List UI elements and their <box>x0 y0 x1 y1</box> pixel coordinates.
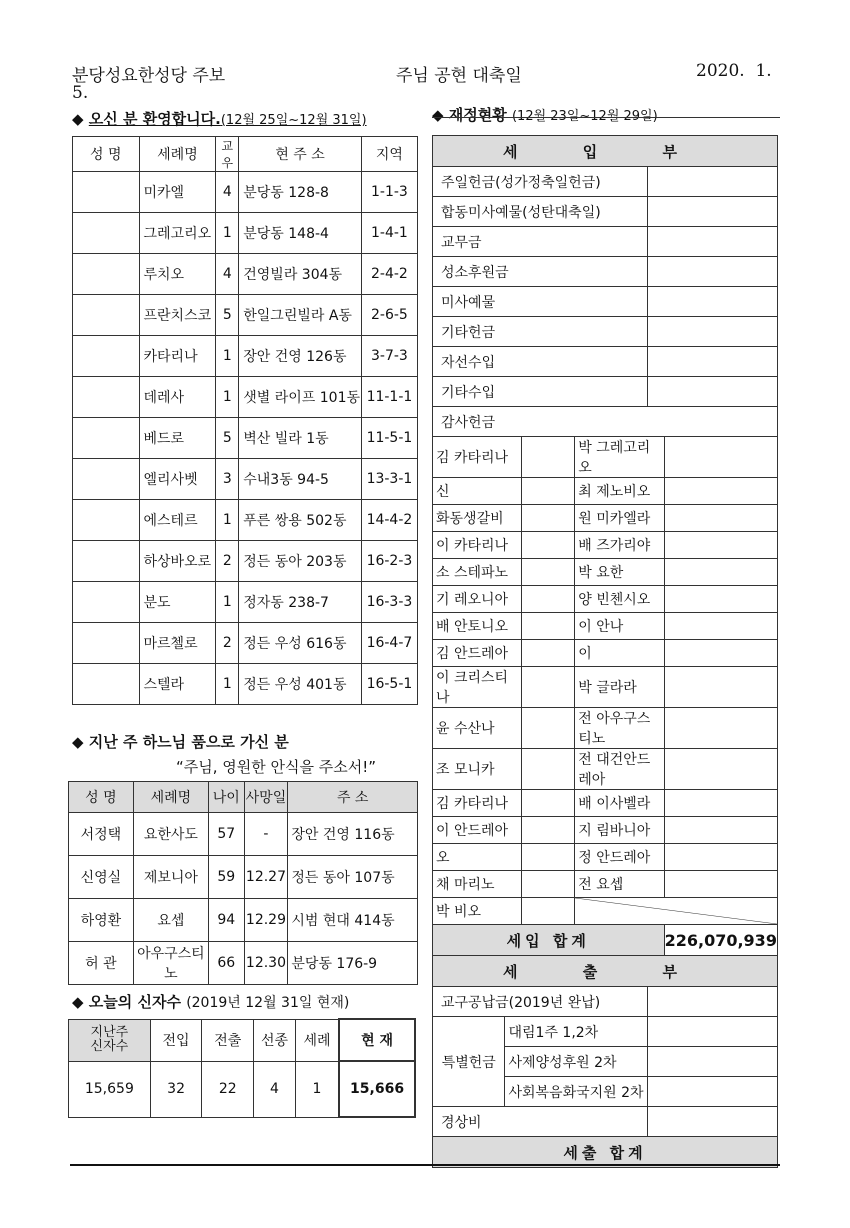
welcome-region: 11-1-1 <box>361 377 417 418</box>
income-row <box>433 317 778 347</box>
welcome-baptismal: 하상바오로 <box>139 541 216 582</box>
welcome-baptismal: 루치오 <box>139 254 216 295</box>
thanks-donor-left: 박 비오 <box>433 898 522 925</box>
thanks-row <box>433 844 778 871</box>
deceased-date: - <box>244 813 288 856</box>
welcome-address: 한일그린빌라 A동 <box>239 295 362 336</box>
welcome-region: 2-6-5 <box>361 295 417 336</box>
welcome-table-header <box>73 137 418 172</box>
col-passed: 선종 <box>254 1019 296 1061</box>
thanks-amount-right <box>664 532 777 559</box>
welcome-period: (12월 25일~12월 31일) <box>220 113 367 128</box>
believers-values <box>69 1061 416 1117</box>
col-region: 지역 <box>361 137 417 172</box>
feast-title: 주님 공현 대축일 <box>396 66 522 86</box>
table-row <box>73 664 418 705</box>
thanks-row <box>433 790 778 817</box>
income-row <box>433 197 778 227</box>
thanks-row <box>433 586 778 613</box>
thanks-donor-left: 배 안토니오 <box>433 613 522 640</box>
thanks-amount-left <box>522 505 575 532</box>
thanks-amount-right <box>664 559 777 586</box>
believers-header <box>69 1019 416 1061</box>
thanks-row <box>433 898 778 925</box>
col-baptism: 세례 <box>295 1019 339 1061</box>
welcome-baptismal: 미카엘 <box>139 172 216 213</box>
deceased-address: 시범 현대 414동 <box>288 899 418 942</box>
deceased-age: 66 <box>209 942 245 985</box>
thanks-row <box>433 871 778 898</box>
diamond-icon: ◆ <box>432 106 444 124</box>
parish-bulletin-title: 분당성요한성당 주보 <box>72 66 226 86</box>
welcome-address: 수내3동 94-5 <box>239 459 362 500</box>
thanks-donor-right: 박 글라라 <box>575 667 664 708</box>
welcome-region: 16-3-3 <box>361 582 417 623</box>
thanks-row <box>433 749 778 790</box>
income-total-label: 세입 합계 <box>433 925 665 956</box>
income-amount <box>647 197 777 227</box>
table-row <box>73 541 418 582</box>
income-header: 세 입 부 <box>433 136 778 167</box>
thanks-donor-right: 원 미카엘라 <box>575 505 664 532</box>
welcome-name <box>73 213 140 254</box>
income-item: 교무금 <box>433 227 648 257</box>
thanks-row <box>433 708 778 749</box>
col-name: 성 명 <box>73 137 140 172</box>
welcome-address: 분당동 148-4 <box>239 213 362 254</box>
issue-date-wrap: 5. <box>72 83 89 103</box>
welcome-name <box>73 500 140 541</box>
income-row <box>433 287 778 317</box>
thanks-amount-left <box>522 478 575 505</box>
table-row <box>73 377 418 418</box>
table-row <box>73 254 418 295</box>
welcome-address: 벽산 빌라 1동 <box>239 418 362 459</box>
thanks-amount-left <box>522 640 575 667</box>
believers-table <box>68 1018 416 1118</box>
welcome-region: 3-7-3 <box>361 336 417 377</box>
welcome-address: 분당동 128-8 <box>239 172 362 213</box>
income-amount <box>647 287 777 317</box>
welcome-count: 5 <box>216 295 239 336</box>
income-total-value: 226,070,939 <box>664 925 777 956</box>
finance-table <box>432 135 778 1168</box>
col-last-week: 지난주 신자수 <box>69 1019 151 1061</box>
val-passed: 4 <box>254 1061 296 1117</box>
table-row <box>69 942 418 985</box>
thanks-donor-right: 전 대건안드레아 <box>575 749 664 790</box>
thanks-amount-left <box>522 586 575 613</box>
welcome-name <box>73 664 140 705</box>
thanks-donor-left: 이 카타리나 <box>433 532 522 559</box>
table-row <box>73 418 418 459</box>
col-date: 사망일 <box>244 782 288 813</box>
table-row <box>73 336 418 377</box>
welcome-count: 1 <box>216 500 239 541</box>
deceased-baptismal: 아우구스티노 <box>133 942 208 985</box>
income-item: 감사헌금 <box>433 407 778 437</box>
welcome-name <box>73 377 140 418</box>
welcome-baptismal: 카타리나 <box>139 336 216 377</box>
col-name: 성 명 <box>69 782 134 813</box>
thanks-donor-right: 이 안나 <box>575 613 664 640</box>
welcome-address: 정자동 238-7 <box>239 582 362 623</box>
thanks-amount-right <box>664 586 777 613</box>
deceased-age: 57 <box>209 813 245 856</box>
col-age: 나이 <box>209 782 245 813</box>
special-item: 사회복음화국지원 2차 <box>505 1077 647 1107</box>
thanks-donor-right: 이 <box>575 640 664 667</box>
val-last-week: 15,659 <box>69 1061 151 1117</box>
deceased-table <box>68 781 418 985</box>
col-out: 전출 <box>202 1019 254 1061</box>
welcome-count: 2 <box>216 623 239 664</box>
thanks-donor-left: 김 카타리나 <box>433 790 522 817</box>
welcome-count: 4 <box>216 254 239 295</box>
thanks-amount-left <box>522 708 575 749</box>
welcome-region: 14-4-2 <box>361 500 417 541</box>
deceased-table-header <box>69 782 418 813</box>
welcome-address: 샛별 라이프 101동 <box>239 377 362 418</box>
col-address: 주 소 <box>288 782 418 813</box>
finance-period: (12월 23일~12월 29일) <box>511 109 658 124</box>
thanks-donor-right: 박 그레고리오 <box>575 437 664 478</box>
thanks-donor-right: 최 제노비오 <box>575 478 664 505</box>
issue-date: 2020. 1. <box>696 61 772 81</box>
col-current: 현 재 <box>339 1019 415 1061</box>
welcome-name <box>73 254 140 295</box>
thanks-amount-right <box>664 437 777 478</box>
special-amount <box>647 1047 777 1077</box>
thanks-amount-left <box>522 437 575 478</box>
diamond-icon: ◆ <box>72 110 84 128</box>
table-row <box>73 500 418 541</box>
deceased-age: 94 <box>209 899 245 942</box>
table-row <box>73 172 418 213</box>
thanks-amount-left <box>522 749 575 790</box>
welcome-region: 11-5-1 <box>361 418 417 459</box>
welcome-count: 1 <box>216 582 239 623</box>
believers-title: 오늘의 신자수 <box>88 993 181 1011</box>
thanks-amount-right <box>664 844 777 871</box>
thanks-donor-right: 지 림바니아 <box>575 817 664 844</box>
deceased-baptismal: 제보니아 <box>133 856 208 899</box>
thanks-amount-right <box>664 871 777 898</box>
deceased-name: 신영실 <box>69 856 134 899</box>
thanks-donor-left: 소 스테파노 <box>433 559 522 586</box>
val-current: 15,666 <box>339 1061 415 1117</box>
welcome-region: 13-3-1 <box>361 459 417 500</box>
table-row <box>73 623 418 664</box>
thanks-row <box>433 437 778 478</box>
thanks-amount-left <box>522 898 575 925</box>
thanks-amount-right <box>664 613 777 640</box>
welcome-baptismal: 엘리사벳 <box>139 459 216 500</box>
welcome-name <box>73 541 140 582</box>
welcome-region: 16-4-7 <box>361 623 417 664</box>
welcome-address: 정든 동아 203동 <box>239 541 362 582</box>
thanks-amount-left <box>522 817 575 844</box>
thanks-empty <box>575 898 778 925</box>
thanks-row <box>433 640 778 667</box>
income-item: 성소후원금 <box>433 257 648 287</box>
welcome-count: 1 <box>216 664 239 705</box>
thanks-donor-left: 김 안드레아 <box>433 640 522 667</box>
thanks-donor-right: 배 이사벨라 <box>575 790 664 817</box>
thanks-row <box>433 532 778 559</box>
col-baptismal: 세례명 <box>133 782 208 813</box>
thanks-donor-right: 박 요한 <box>575 559 664 586</box>
thanks-amount-right <box>664 478 777 505</box>
table-row <box>73 582 418 623</box>
income-item: 합동미사예물(성탄대축일) <box>433 197 648 227</box>
thanks-row <box>433 613 778 640</box>
expense-dues-amount <box>647 987 777 1017</box>
income-amount <box>647 377 777 407</box>
table-row <box>69 899 418 942</box>
welcome-address: 정든 우성 616동 <box>239 623 362 664</box>
thanks-donor-right: 정 안드레아 <box>575 844 664 871</box>
welcome-address: 장안 건영 126동 <box>239 336 362 377</box>
thanks-row <box>433 478 778 505</box>
col-address: 현 주 소 <box>239 137 362 172</box>
deceased-date: 12.30 <box>244 942 288 985</box>
thanks-donor-left: 기 레오니아 <box>433 586 522 613</box>
welcome-table <box>72 136 418 705</box>
val-out: 22 <box>202 1061 254 1117</box>
welcome-title: 오신 분 환영합니다. <box>88 110 221 128</box>
income-row <box>433 347 778 377</box>
welcome-baptismal: 베드로 <box>139 418 216 459</box>
welcome-baptismal: 그레고리오 <box>139 213 216 254</box>
val-in: 32 <box>150 1061 202 1117</box>
welcome-name <box>73 336 140 377</box>
table-row <box>73 213 418 254</box>
thanks-amount-right <box>664 640 777 667</box>
thanks-amount-left <box>522 667 575 708</box>
welcome-count: 1 <box>216 213 239 254</box>
welcome-count: 1 <box>216 377 239 418</box>
welcome-section-title <box>72 108 367 129</box>
welcome-address: 푸른 쌍용 502동 <box>239 500 362 541</box>
thanks-amount-right <box>664 708 777 749</box>
page-bottom-rule <box>70 1164 780 1166</box>
income-row <box>433 407 778 437</box>
thanks-amount-right <box>664 817 777 844</box>
thanks-amount-right <box>664 505 777 532</box>
welcome-count: 5 <box>216 418 239 459</box>
special-item: 대림1주 1,2차 <box>505 1017 647 1047</box>
welcome-count: 1 <box>216 336 239 377</box>
finance-title: 재정현황 <box>448 106 507 124</box>
expense-misc: 경상비 <box>433 1107 648 1137</box>
diamond-icon: ◆ <box>72 733 84 751</box>
deceased-prayer: “주님, 영원한 안식을 주소서!” <box>176 758 377 776</box>
welcome-address: 건영빌라 304동 <box>239 254 362 295</box>
val-baptism: 1 <box>295 1061 339 1117</box>
thanks-row <box>433 559 778 586</box>
welcome-region: 1-4-1 <box>361 213 417 254</box>
thanks-donor-left: 조 모니카 <box>433 749 522 790</box>
deceased-age: 59 <box>209 856 245 899</box>
special-amount <box>647 1017 777 1047</box>
special-amount <box>647 1077 777 1107</box>
welcome-region: 16-2-3 <box>361 541 417 582</box>
welcome-baptismal: 마르첼로 <box>139 623 216 664</box>
thanks-row <box>433 817 778 844</box>
thanks-donor-left: 신 <box>433 478 522 505</box>
expense-dues: 교구공납금(2019년 완납) <box>433 987 648 1017</box>
thanks-amount-right <box>664 749 777 790</box>
welcome-baptismal: 에스테르 <box>139 500 216 541</box>
thanks-amount-left <box>522 532 575 559</box>
welcome-baptismal: 분도 <box>139 582 216 623</box>
thanks-donor-left: 오 <box>433 844 522 871</box>
income-item: 기타수입 <box>433 377 648 407</box>
income-item: 주일헌금(성가정축일헌금) <box>433 167 648 197</box>
thanks-amount-right <box>664 790 777 817</box>
thanks-donor-left: 화동생갈비 <box>433 505 522 532</box>
believers-asof: (2019년 12월 31일 현재) <box>186 995 350 1011</box>
col-in: 전입 <box>150 1019 202 1061</box>
finance-divider <box>432 117 780 118</box>
thanks-amount-left <box>522 559 575 586</box>
thanks-donor-left: 채 마리노 <box>433 871 522 898</box>
thanks-donor-left: 이 크리스티나 <box>433 667 522 708</box>
welcome-region: 16-5-1 <box>361 664 417 705</box>
deceased-baptismal: 요셉 <box>133 899 208 942</box>
thanks-row <box>433 505 778 532</box>
thanks-amount-left <box>522 844 575 871</box>
deceased-address: 장안 건영 116동 <box>288 813 418 856</box>
table-row <box>69 856 418 899</box>
income-amount <box>647 347 777 377</box>
col-count: 교우 <box>216 137 239 172</box>
welcome-region: 1-1-3 <box>361 172 417 213</box>
finance-section-title <box>432 104 658 125</box>
expense-misc-amount <box>647 1107 777 1137</box>
welcome-name <box>73 459 140 500</box>
income-amount <box>647 317 777 347</box>
expense-header: 세 출 부 <box>433 956 778 987</box>
welcome-region: 2-4-2 <box>361 254 417 295</box>
thanks-donor-left: 김 카타리나 <box>433 437 522 478</box>
table-row <box>73 459 418 500</box>
welcome-count: 4 <box>216 172 239 213</box>
thanks-donor-right: 전 아우구스티노 <box>575 708 664 749</box>
deceased-title: 지난 주 하느님 품으로 가신 분 <box>88 733 289 751</box>
welcome-baptismal: 데레사 <box>139 377 216 418</box>
thanks-amount-left <box>522 613 575 640</box>
col-baptismal: 세례명 <box>139 137 216 172</box>
welcome-name <box>73 295 140 336</box>
thanks-donor-left: 이 안드레아 <box>433 817 522 844</box>
thanks-donor-right: 배 즈가리야 <box>575 532 664 559</box>
diamond-icon: ◆ <box>72 993 84 1011</box>
thanks-donor-right: 전 요셉 <box>575 871 664 898</box>
expense-total-label: 세출 합계 <box>433 1137 778 1168</box>
income-amount <box>647 167 777 197</box>
deceased-section-title <box>72 731 289 752</box>
welcome-count: 3 <box>216 459 239 500</box>
thanks-amount-left <box>522 790 575 817</box>
deceased-date: 12.29 <box>244 899 288 942</box>
table-row <box>73 295 418 336</box>
welcome-count: 2 <box>216 541 239 582</box>
welcome-name <box>73 582 140 623</box>
welcome-address: 정든 우성 401동 <box>239 664 362 705</box>
thanks-row <box>433 667 778 708</box>
deceased-name: 서정택 <box>69 813 134 856</box>
special-item: 사제양성후원 2차 <box>505 1047 647 1077</box>
income-row <box>433 167 778 197</box>
table-row <box>69 813 418 856</box>
special-label: 특별헌금 <box>433 1017 505 1107</box>
deceased-address: 분당동 176-9 <box>288 942 418 985</box>
income-row <box>433 257 778 287</box>
thanks-amount-right <box>664 667 777 708</box>
welcome-baptismal: 프란치스코 <box>139 295 216 336</box>
deceased-date: 12.27 <box>244 856 288 899</box>
deceased-name: 하영환 <box>69 899 134 942</box>
welcome-name <box>73 623 140 664</box>
income-amount <box>647 227 777 257</box>
income-item: 미사예물 <box>433 287 648 317</box>
deceased-name: 허 관 <box>69 942 134 985</box>
welcome-name <box>73 172 140 213</box>
welcome-baptismal: 스텔라 <box>139 664 216 705</box>
income-item: 기타헌금 <box>433 317 648 347</box>
thanks-amount-left <box>522 871 575 898</box>
thanks-donor-right: 양 빈첸시오 <box>575 586 664 613</box>
deceased-baptismal: 요한사도 <box>133 813 208 856</box>
welcome-name <box>73 418 140 459</box>
income-item: 자선수입 <box>433 347 648 377</box>
deceased-address: 정든 동아 107동 <box>288 856 418 899</box>
income-amount <box>647 257 777 287</box>
believers-section-title <box>72 991 349 1012</box>
income-row <box>433 377 778 407</box>
income-row <box>433 227 778 257</box>
thanks-donor-left: 윤 수산나 <box>433 708 522 749</box>
